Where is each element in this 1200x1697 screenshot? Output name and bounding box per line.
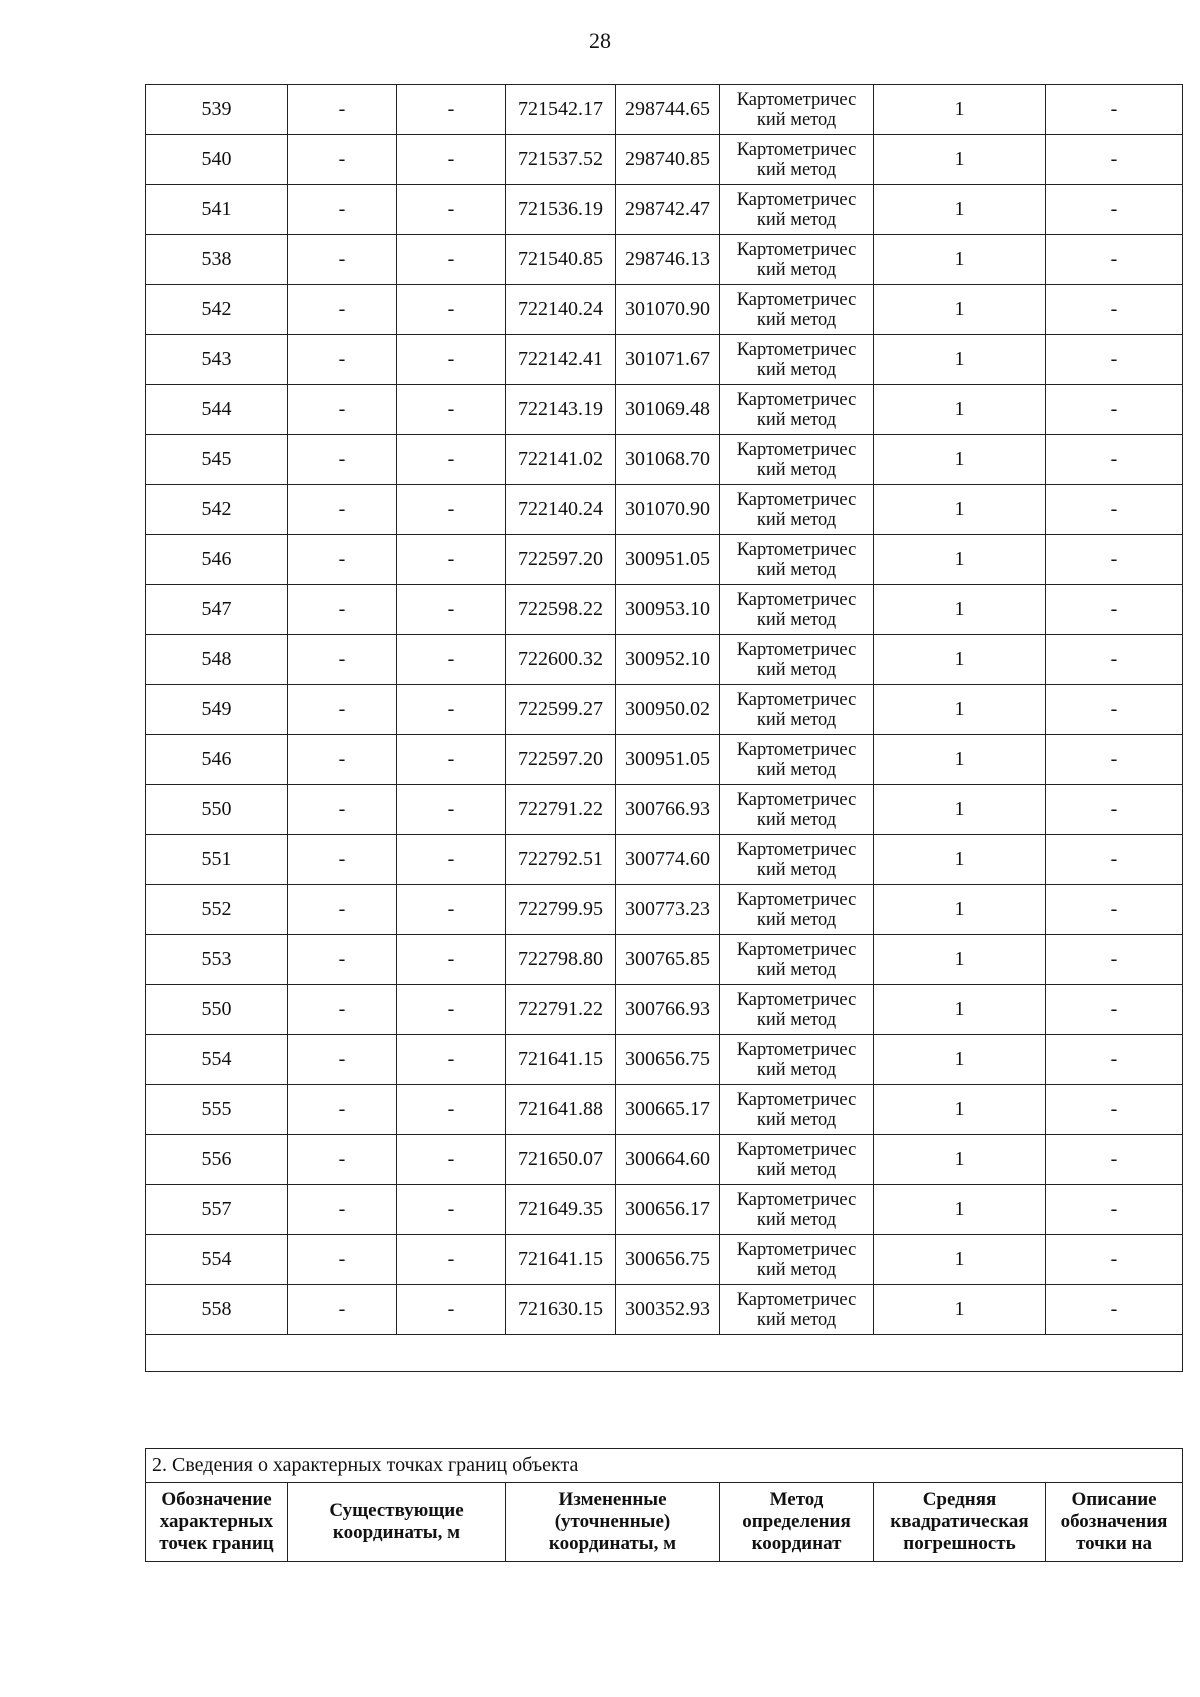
cell-point: 550 [146,985,288,1035]
cell-error: 1 [874,335,1046,385]
cell-description: - [1046,635,1183,685]
cell-method: Картометричес кий метод [720,535,874,585]
cell-error: 1 [874,935,1046,985]
cell-x-changed: 721536.19 [506,185,616,235]
cell-description: - [1046,1085,1183,1135]
cell-description: - [1046,735,1183,785]
cell-y-changed: 300773.23 [616,885,720,935]
cell-description: - [1046,85,1183,135]
cell-description: - [1046,685,1183,735]
cell-error: 1 [874,1235,1046,1285]
header-method: Метод определения координат [720,1483,874,1562]
cell-x-existing: - [288,985,397,1035]
table-row [146,1035,1183,1085]
cell-y-changed: 300951.05 [616,535,720,585]
cell-x-existing: - [288,485,397,535]
cell-y-existing: - [397,835,506,885]
cell-method: Картометричес кий метод [720,835,874,885]
cell-x-existing: - [288,935,397,985]
cell-y-changed: 300765.85 [616,935,720,985]
cell-method: Картометричес кий метод [720,935,874,985]
cell-y-changed: 298746.13 [616,235,720,285]
cell-description: - [1046,1185,1183,1235]
cell-point: 546 [146,735,288,785]
table-row [146,535,1183,585]
cell-point: 547 [146,585,288,635]
cell-y-changed: 300656.17 [616,1185,720,1235]
cell-x-changed: 722140.24 [506,485,616,535]
table-row [146,285,1183,335]
cell-y-existing: - [397,585,506,635]
cell-method: Картометричес кий метод [720,1235,874,1285]
cell-y-changed: 301070.90 [616,285,720,335]
header-point-description: Описание обозначения точки на [1046,1483,1183,1562]
cell-y-existing: - [397,1135,506,1185]
cell-x-existing: - [288,235,397,285]
cell-method: Картометричес кий метод [720,1135,874,1185]
cell-method: Картометричес кий метод [720,85,874,135]
cell-description: - [1046,185,1183,235]
cell-x-changed: 722791.22 [506,985,616,1035]
cell-method: Картометричес кий метод [720,285,874,335]
header-mean-square-error: Средняя квадратическая погрешность [874,1483,1046,1562]
table-row [146,1235,1183,1285]
cell-error: 1 [874,685,1046,735]
cell-y-existing: - [397,135,506,185]
table-row [146,585,1183,635]
cell-error: 1 [874,1035,1046,1085]
cell-method: Картометричес кий метод [720,1185,874,1235]
cell-error: 1 [874,235,1046,285]
cell-y-existing: - [397,385,506,435]
table-empty-row [146,1335,1183,1372]
table-row [146,835,1183,885]
cell-x-changed: 721641.15 [506,1235,616,1285]
coordinates-table [145,84,1183,1372]
cell-x-changed: 722141.02 [506,435,616,485]
cell-method: Картометричес кий метод [720,1035,874,1085]
table-row [146,685,1183,735]
cell-x-changed: 721630.15 [506,1285,616,1335]
cell-y-existing: - [397,985,506,1035]
cell-error: 1 [874,985,1046,1035]
cell-x-existing: - [288,335,397,385]
cell-point: 553 [146,935,288,985]
cell-y-changed: 300352.93 [616,1285,720,1335]
cell-y-existing: - [397,1035,506,1085]
cell-x-changed: 721649.35 [506,1185,616,1235]
cell-method: Картометричес кий метод [720,435,874,485]
cell-x-existing: - [288,785,397,835]
cell-y-existing: - [397,935,506,985]
cell-y-existing: - [397,1285,506,1335]
cell-description: - [1046,385,1183,435]
cell-y-changed: 300951.05 [616,735,720,785]
cell-y-changed: 301071.67 [616,335,720,385]
cell-error: 1 [874,535,1046,585]
cell-y-changed: 300766.93 [616,785,720,835]
table-row [146,1085,1183,1135]
cell-method: Картометричес кий метод [720,235,874,285]
section2-title-row [146,1449,1183,1483]
cell-x-existing: - [288,185,397,235]
cell-error: 1 [874,1085,1046,1135]
cell-description: - [1046,485,1183,535]
cell-y-changed: 300766.93 [616,985,720,1035]
table-row [146,435,1183,485]
cell-point: 541 [146,185,288,235]
cell-point: 556 [146,1135,288,1185]
cell-y-existing: - [397,435,506,485]
cell-method: Картометричес кий метод [720,385,874,435]
cell-description: - [1046,785,1183,835]
table-row [146,185,1183,235]
cell-point: 542 [146,485,288,535]
cell-error: 1 [874,885,1046,935]
cell-y-existing: - [397,485,506,535]
cell-y-existing: - [397,535,506,585]
cell-y-changed: 301069.48 [616,385,720,435]
cell-method: Картометричес кий метод [720,635,874,685]
table-row [146,385,1183,435]
cell-x-changed: 722791.22 [506,785,616,835]
cell-x-changed: 722597.20 [506,535,616,585]
cell-x-changed: 721650.07 [506,1135,616,1185]
cell-x-changed: 722140.24 [506,285,616,335]
cell-description: - [1046,585,1183,635]
header-existing-coordinates: Существующие координаты, м [288,1483,506,1562]
cell-x-existing: - [288,1285,397,1335]
page-number: 28 [589,28,611,53]
cell-y-changed: 298744.65 [616,85,720,135]
cell-y-existing: - [397,785,506,835]
table-row [146,985,1183,1035]
section2-title: 2. Сведения о характерных точках границ объекта [146,1449,1183,1483]
cell-x-existing: - [288,835,397,885]
cell-x-changed: 722599.27 [506,685,616,735]
cell-x-existing: - [288,1185,397,1235]
cell-x-existing: - [288,1135,397,1185]
cell-y-existing: - [397,735,506,785]
header-point-designation: Обозначение характерных точек границ [146,1483,288,1562]
cell-description: - [1046,285,1183,335]
cell-y-existing: - [397,635,506,685]
cell-method: Картометричес кий метод [720,485,874,535]
cell-x-changed: 722799.95 [506,885,616,935]
cell-y-existing: - [397,885,506,935]
coordinates-table-body [146,85,1183,1372]
cell-y-existing: - [397,285,506,335]
cell-x-changed: 722597.20 [506,735,616,785]
cell-method: Картометричес кий метод [720,685,874,735]
table-row [146,1135,1183,1185]
cell-y-changed: 300774.60 [616,835,720,885]
table-row [146,635,1183,685]
table-row [146,85,1183,135]
cell-x-changed: 721537.52 [506,135,616,185]
cell-error: 1 [874,1285,1046,1335]
cell-x-changed: 721542.17 [506,85,616,135]
cell-x-existing: - [288,285,397,335]
cell-x-changed: 721641.15 [506,1035,616,1085]
cell-y-changed: 300665.17 [616,1085,720,1135]
cell-point: 557 [146,1185,288,1235]
cell-x-existing: - [288,385,397,435]
cell-method: Картометричес кий метод [720,135,874,185]
cell-x-existing: - [288,535,397,585]
empty-cell [146,1335,1183,1372]
cell-error: 1 [874,385,1046,435]
cell-description: - [1046,535,1183,585]
table-row [146,735,1183,785]
cell-description: - [1046,235,1183,285]
header-changed-coordinates: Измененные (уточненные) координаты, м [506,1483,720,1562]
cell-y-changed: 300656.75 [616,1235,720,1285]
cell-method: Картометричес кий метод [720,885,874,935]
cell-error: 1 [874,1185,1046,1235]
cell-x-existing: - [288,135,397,185]
cell-error: 1 [874,85,1046,135]
cell-x-existing: - [288,435,397,485]
cell-x-existing: - [288,885,397,935]
cell-y-existing: - [397,335,506,385]
cell-error: 1 [874,1135,1046,1185]
cell-description: - [1046,985,1183,1035]
cell-y-existing: - [397,235,506,285]
section2-table [145,1448,1183,1562]
cell-description: - [1046,335,1183,385]
cell-method: Картометричес кий метод [720,785,874,835]
cell-x-existing: - [288,1085,397,1135]
table-row [146,135,1183,185]
cell-y-existing: - [397,1085,506,1135]
cell-method: Картометричес кий метод [720,585,874,635]
table-row [146,1185,1183,1235]
cell-x-changed: 722792.51 [506,835,616,885]
cell-method: Картометричес кий метод [720,985,874,1035]
cell-method: Картометричес кий метод [720,335,874,385]
cell-x-changed: 722143.19 [506,385,616,435]
cell-y-changed: 300953.10 [616,585,720,635]
cell-method: Картометричес кий метод [720,1085,874,1135]
cell-point: 550 [146,785,288,835]
cell-x-existing: - [288,85,397,135]
cell-x-changed: 722600.32 [506,635,616,685]
table-row [146,235,1183,285]
cell-point: 554 [146,1235,288,1285]
section2-header-row [146,1483,1183,1562]
cell-y-changed: 298742.47 [616,185,720,235]
cell-y-existing: - [397,1235,506,1285]
cell-x-existing: - [288,1035,397,1085]
cell-description: - [1046,885,1183,935]
cell-description: - [1046,935,1183,985]
cell-y-changed: 300952.10 [616,635,720,685]
cell-description: - [1046,435,1183,485]
cell-x-existing: - [288,635,397,685]
cell-point: 538 [146,235,288,285]
cell-y-changed: 301068.70 [616,435,720,485]
cell-description: - [1046,1285,1183,1335]
cell-error: 1 [874,635,1046,685]
cell-method: Картометричес кий метод [720,185,874,235]
cell-error: 1 [874,435,1046,485]
cell-point: 544 [146,385,288,435]
table-row [146,935,1183,985]
cell-point: 542 [146,285,288,335]
cell-description: - [1046,835,1183,885]
cell-x-changed: 721540.85 [506,235,616,285]
cell-point: 543 [146,335,288,385]
cell-y-changed: 300664.60 [616,1135,720,1185]
cell-point: 555 [146,1085,288,1135]
cell-error: 1 [874,135,1046,185]
cell-x-changed: 722142.41 [506,335,616,385]
cell-error: 1 [874,185,1046,235]
cell-point: 539 [146,85,288,135]
cell-point: 540 [146,135,288,185]
cell-error: 1 [874,285,1046,335]
cell-point: 545 [146,435,288,485]
cell-y-existing: - [397,1185,506,1235]
cell-error: 1 [874,835,1046,885]
cell-x-changed: 722598.22 [506,585,616,635]
cell-description: - [1046,1035,1183,1085]
table-row [146,885,1183,935]
cell-point: 546 [146,535,288,585]
table-row [146,785,1183,835]
cell-x-existing: - [288,585,397,635]
cell-y-changed: 300656.75 [616,1035,720,1085]
cell-y-existing: - [397,685,506,735]
cell-y-changed: 300950.02 [616,685,720,735]
cell-description: - [1046,1135,1183,1185]
cell-error: 1 [874,485,1046,535]
cell-point: 548 [146,635,288,685]
cell-x-existing: - [288,1235,397,1285]
cell-x-existing: - [288,735,397,785]
cell-point: 551 [146,835,288,885]
table-row [146,335,1183,385]
cell-x-changed: 722798.80 [506,935,616,985]
cell-x-changed: 721641.88 [506,1085,616,1135]
table-row [146,1285,1183,1335]
cell-point: 549 [146,685,288,735]
cell-error: 1 [874,585,1046,635]
cell-y-existing: - [397,85,506,135]
cell-error: 1 [874,785,1046,835]
cell-point: 558 [146,1285,288,1335]
cell-error: 1 [874,735,1046,785]
cell-point: 552 [146,885,288,935]
cell-y-existing: - [397,185,506,235]
cell-point: 554 [146,1035,288,1085]
cell-x-existing: - [288,685,397,735]
cell-description: - [1046,1235,1183,1285]
cell-description: - [1046,135,1183,185]
cell-y-changed: 301070.90 [616,485,720,535]
table-row [146,485,1183,535]
cell-method: Картометричес кий метод [720,735,874,785]
cell-y-changed: 298740.85 [616,135,720,185]
cell-method: Картометричес кий метод [720,1285,874,1335]
